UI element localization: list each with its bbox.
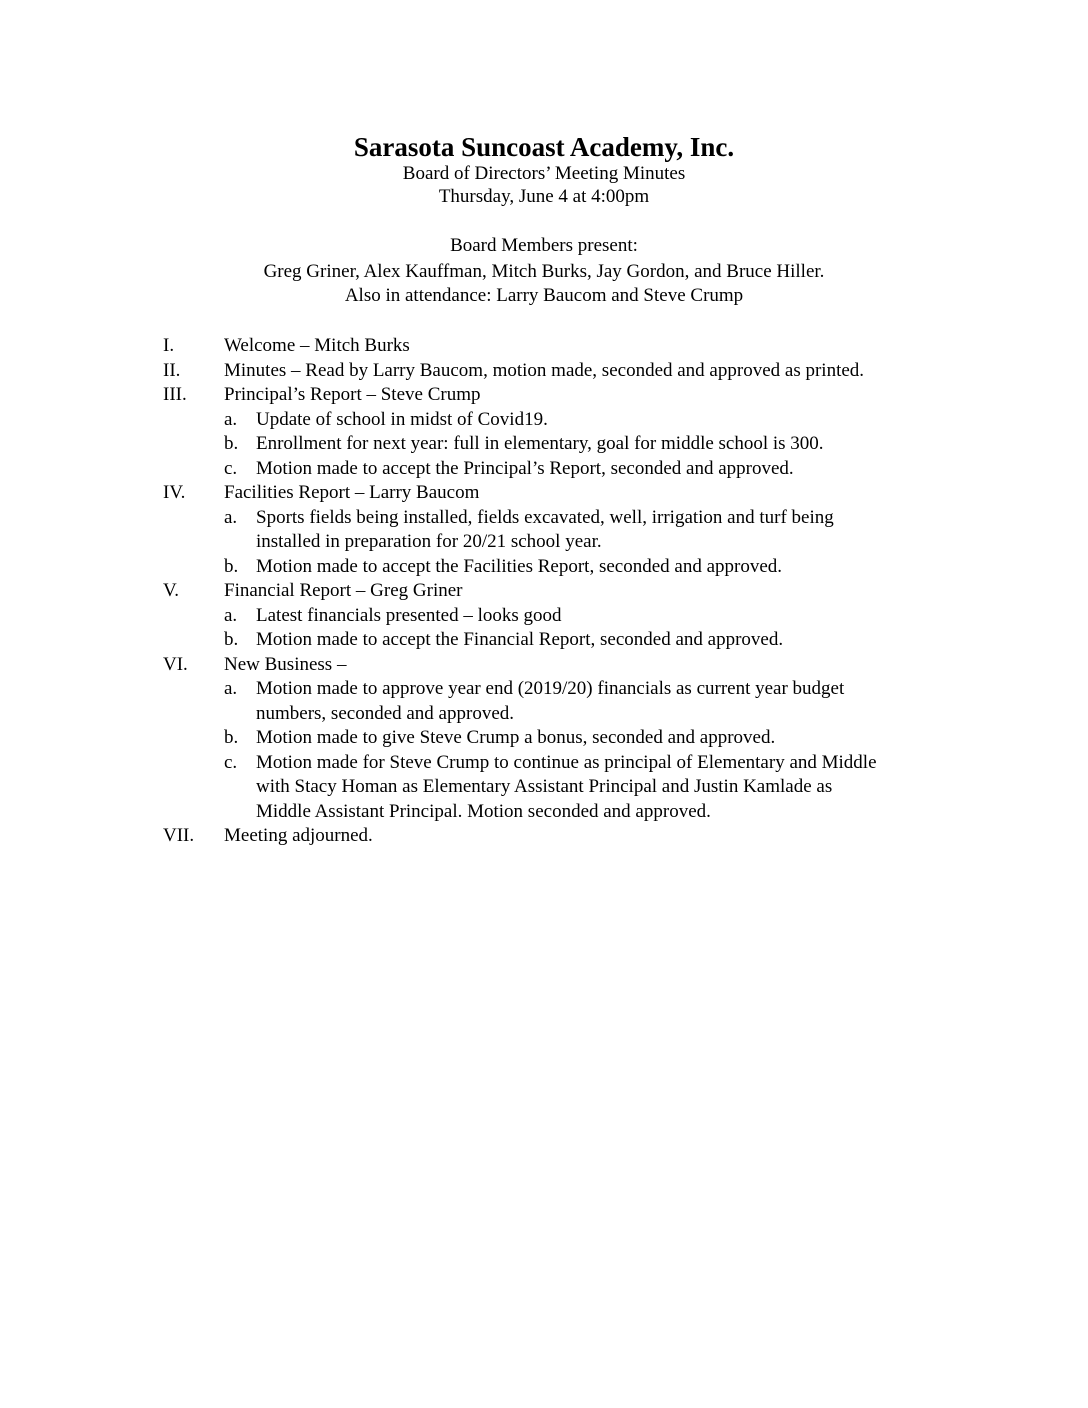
agenda-item [0, 334, 1088, 359]
agenda-item-text: Principal’s Report – Steve Crump [224, 384, 481, 405]
agenda-subitem-text [256, 628, 976, 653]
agenda-subitem-letter: b. [224, 555, 239, 577]
agenda-item [0, 653, 1088, 678]
agenda-subitem-letter: c. [224, 457, 238, 479]
board-members-label: Board Members present: [450, 235, 638, 256]
agenda-item-numeral: V. [163, 580, 180, 601]
agenda-subitem-line: numbers, seconded and approved. [256, 702, 515, 724]
agenda-item [0, 579, 1088, 604]
agenda-subitem-line: Motion made to accept the Financial Report, seconded and approved. [256, 629, 784, 650]
agenda-subitem [0, 751, 1088, 825]
agenda-item [0, 824, 1088, 849]
agenda-item [0, 359, 1088, 384]
agenda-item-numeral: IV. [163, 482, 186, 503]
agenda-subitem [0, 604, 1088, 629]
agenda-item [0, 383, 1088, 408]
agenda-item-numeral: II. [163, 359, 181, 381]
agenda-subitem-line: Motion made to approve year end (2019/20) financials as current year budget [256, 678, 845, 699]
agenda-subitem [0, 432, 1088, 457]
agenda-subitem [0, 457, 1088, 482]
agenda-item [0, 481, 1088, 506]
agenda-subitem-text [256, 751, 976, 825]
agenda-subitem [0, 506, 1088, 555]
agenda-item-numeral: I. [163, 335, 175, 356]
agenda-item-text: Meeting adjourned. [224, 825, 373, 846]
organization-name: Sarasota Suncoast Academy, Inc. [353, 132, 735, 162]
agenda-item-numeral: VII. [163, 825, 195, 846]
document-subtitle: Board of Directors’ Meeting Minutes [402, 163, 686, 184]
agenda-subitem-line: Middle Assistant Principal. Motion seconded and approved. [256, 800, 711, 822]
agenda-subitem-text [256, 726, 976, 751]
agenda-subitem-letter: c. [224, 751, 238, 773]
agenda-subitem-line: Latest financials presented – looks good [256, 604, 562, 626]
agenda-item-numeral: III. [163, 384, 187, 405]
agenda-subitem-text [256, 555, 976, 580]
also-in-attendance: Also in attendance: Larry Baucom and Steve Crump [344, 285, 744, 306]
agenda-subitem-text [256, 506, 976, 555]
agenda-subitem-line: Enrollment for next year: full in elementary, goal for middle school is 300. [256, 433, 824, 454]
agenda-subitem-line: Sports fields being installed, fields excavated, well, irrigation and turf being [256, 506, 834, 528]
agenda-subitem [0, 628, 1088, 653]
agenda-subitem [0, 555, 1088, 580]
agenda-subitem-line: Update of school in midst of Covid19. [256, 408, 548, 430]
agenda-subitem-text [256, 408, 976, 433]
agenda-subitem-text [256, 457, 976, 482]
agenda-subitem-letter: a. [224, 604, 238, 626]
agenda-subitem-line: Motion made to accept the Facilities Report, seconded and approved. [256, 555, 783, 577]
agenda-subitem-text [256, 432, 976, 457]
agenda-subitem [0, 408, 1088, 433]
agenda-subitem-line: installed in preparation for 20/21 school year. [256, 531, 602, 552]
agenda-subitem-letter: a. [224, 506, 238, 528]
agenda-item-text: Welcome – Mitch Burks [224, 335, 410, 356]
agenda-subitem-text [256, 677, 976, 726]
agenda-item-numeral: VI. [163, 653, 188, 675]
agenda-subitem-letter: a. [224, 678, 238, 699]
agenda-list [0, 334, 1088, 849]
agenda-subitem [0, 726, 1088, 751]
agenda-subitem-letter: b. [224, 433, 239, 454]
agenda-item-text: New Business – [224, 653, 347, 675]
agenda-item-text: Financial Report – Greg Griner [224, 580, 463, 601]
agenda-subitem-line: Motion made for Steve Crump to continue as principal of Elementary and Middle [256, 751, 877, 773]
agenda-subitem [0, 677, 1088, 726]
agenda-item-text: Facilities Report – Larry Baucom [224, 482, 480, 503]
agenda-subitem-text [256, 604, 976, 629]
agenda-subitem-letter: b. [224, 727, 239, 748]
agenda-subitem-letter: a. [224, 408, 238, 430]
agenda-subitem-line: Motion made to give Steve Crump a bonus, seconded and approved. [256, 727, 776, 748]
agenda-subitem-line: Motion made to accept the Principal’s Report, seconded and approved. [256, 457, 794, 479]
agenda-item-text: Minutes – Read by Larry Baucom, motion made, seconded and approved as printed. [224, 359, 865, 381]
meeting-date: Thursday, June 4 at 4:00pm [438, 186, 650, 207]
agenda-subitem-line: with Stacy Homan as Elementary Assistant Principal and Justin Kamlade as [256, 776, 833, 797]
board-members-list: Greg Griner, Alex Kauffman, Mitch Burks, Jay Gordon, and Bruce Hiller. [263, 261, 825, 282]
agenda-subitem-letter: b. [224, 629, 239, 650]
